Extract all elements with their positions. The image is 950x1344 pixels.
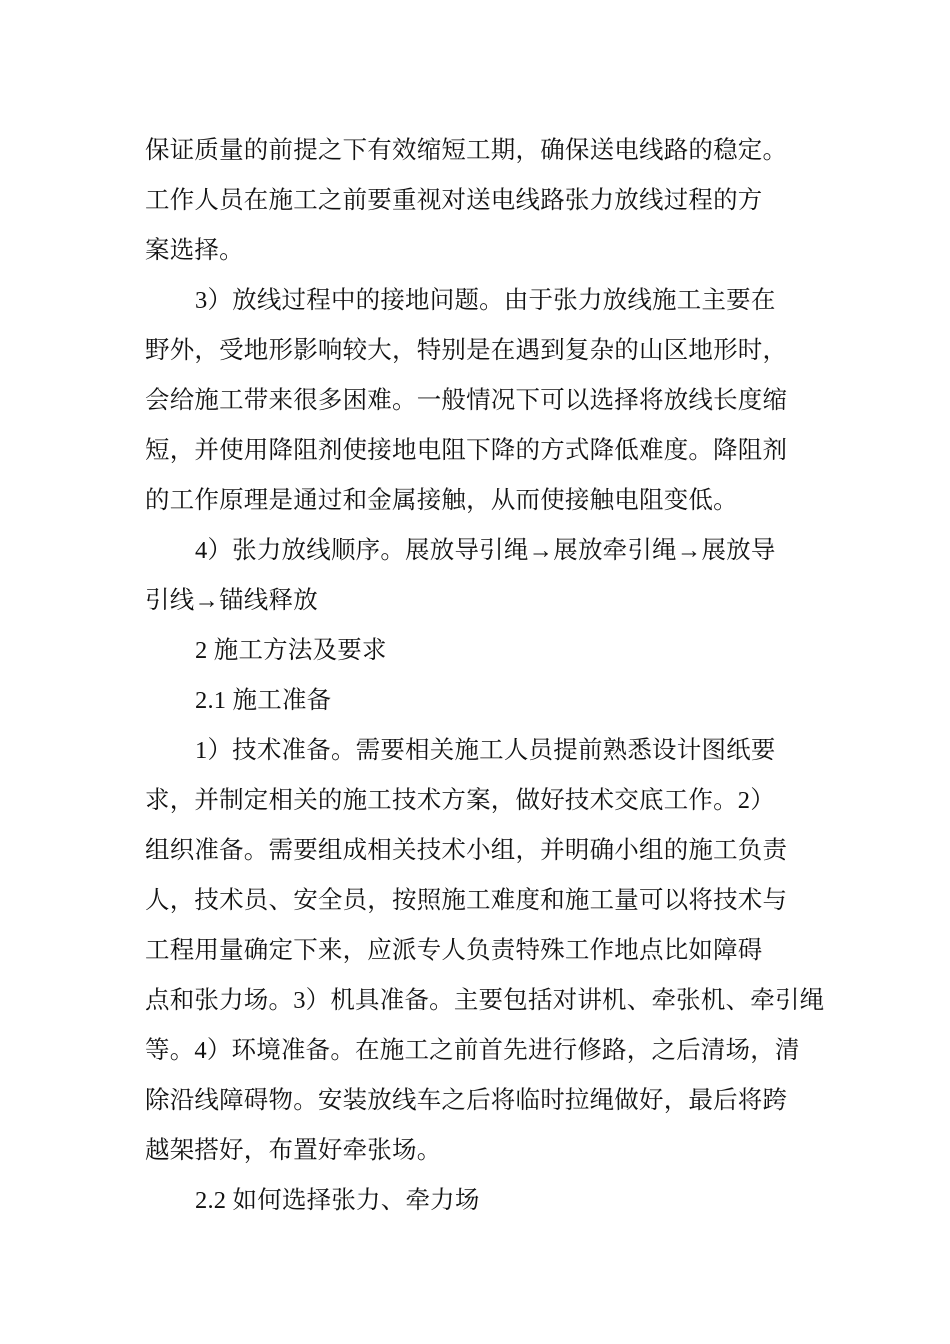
text-line: 会给施工带来很多困难。一般情况下可以选择将放线长度缩 bbox=[145, 387, 788, 414]
text-line: 工程用量确定下来，应派专人负责特殊工作地点比如障碍 bbox=[145, 937, 763, 964]
text-line: 的工作原理是通过和金属接触，从而使接触电阻变低。 bbox=[145, 487, 738, 514]
document-body bbox=[145, 126, 825, 1226]
text-line: 除沿线障碍物。安装放线车之后将临时拉绳做好，最后将跨 bbox=[145, 1087, 788, 1114]
paragraph-stringing-sequence bbox=[145, 526, 815, 626]
text-line: 4）张力放线顺序。展放导引绳→展放牵引绳→展放导 bbox=[195, 537, 776, 564]
text-line: 案选择。 bbox=[145, 237, 244, 264]
text-line: 保证质量的前提之下有效缩短工期，确保送电线路的稳定。 bbox=[145, 137, 788, 164]
paragraph-continuation bbox=[145, 126, 815, 276]
section-heading-2-1: 2.1 施工准备 bbox=[195, 687, 332, 714]
text-line: 3）放线过程中的接地问题。由于张力放线施工主要在 bbox=[195, 287, 776, 314]
paragraph-construction-preparation bbox=[145, 726, 825, 1176]
text-line: 1）技术准备。需要相关施工人员提前熟悉设计图纸要 bbox=[195, 737, 776, 764]
section-heading-2-2: 2.2 如何选择张力、牵力场 bbox=[195, 1187, 480, 1214]
text-line: 工作人员在施工之前要重视对送电线路张力放线过程的方 bbox=[145, 187, 763, 214]
text-line: 等。4）环境准备。在施工之前首先进行修路，之后清场，清 bbox=[145, 1037, 800, 1064]
text-line: 组织准备。需要组成相关技术小组，并明确小组的施工负责 bbox=[145, 837, 788, 864]
section-heading-2: 2 施工方法及要求 bbox=[195, 637, 387, 664]
paragraph-grounding-issue bbox=[145, 276, 815, 526]
text-line: 引线→锚线释放 bbox=[145, 587, 318, 614]
text-line: 点和张力场。3）机具准备。主要包括对讲机、牵张机、牵引绳 bbox=[145, 987, 825, 1014]
text-line: 人，技术员、安全员，按照施工难度和施工量可以将技术与 bbox=[145, 887, 788, 914]
text-line: 越架搭好，布置好牵张场。 bbox=[145, 1137, 442, 1164]
text-line: 野外，受地形影响较大，特别是在遇到复杂的山区地形时， bbox=[145, 337, 788, 364]
text-line: 短，并使用降阻剂使接地电阻下降的方式降低难度。降阻剂 bbox=[145, 437, 788, 464]
text-line: 求，并制定相关的施工技术方案，做好技术交底工作。2） bbox=[145, 787, 775, 814]
